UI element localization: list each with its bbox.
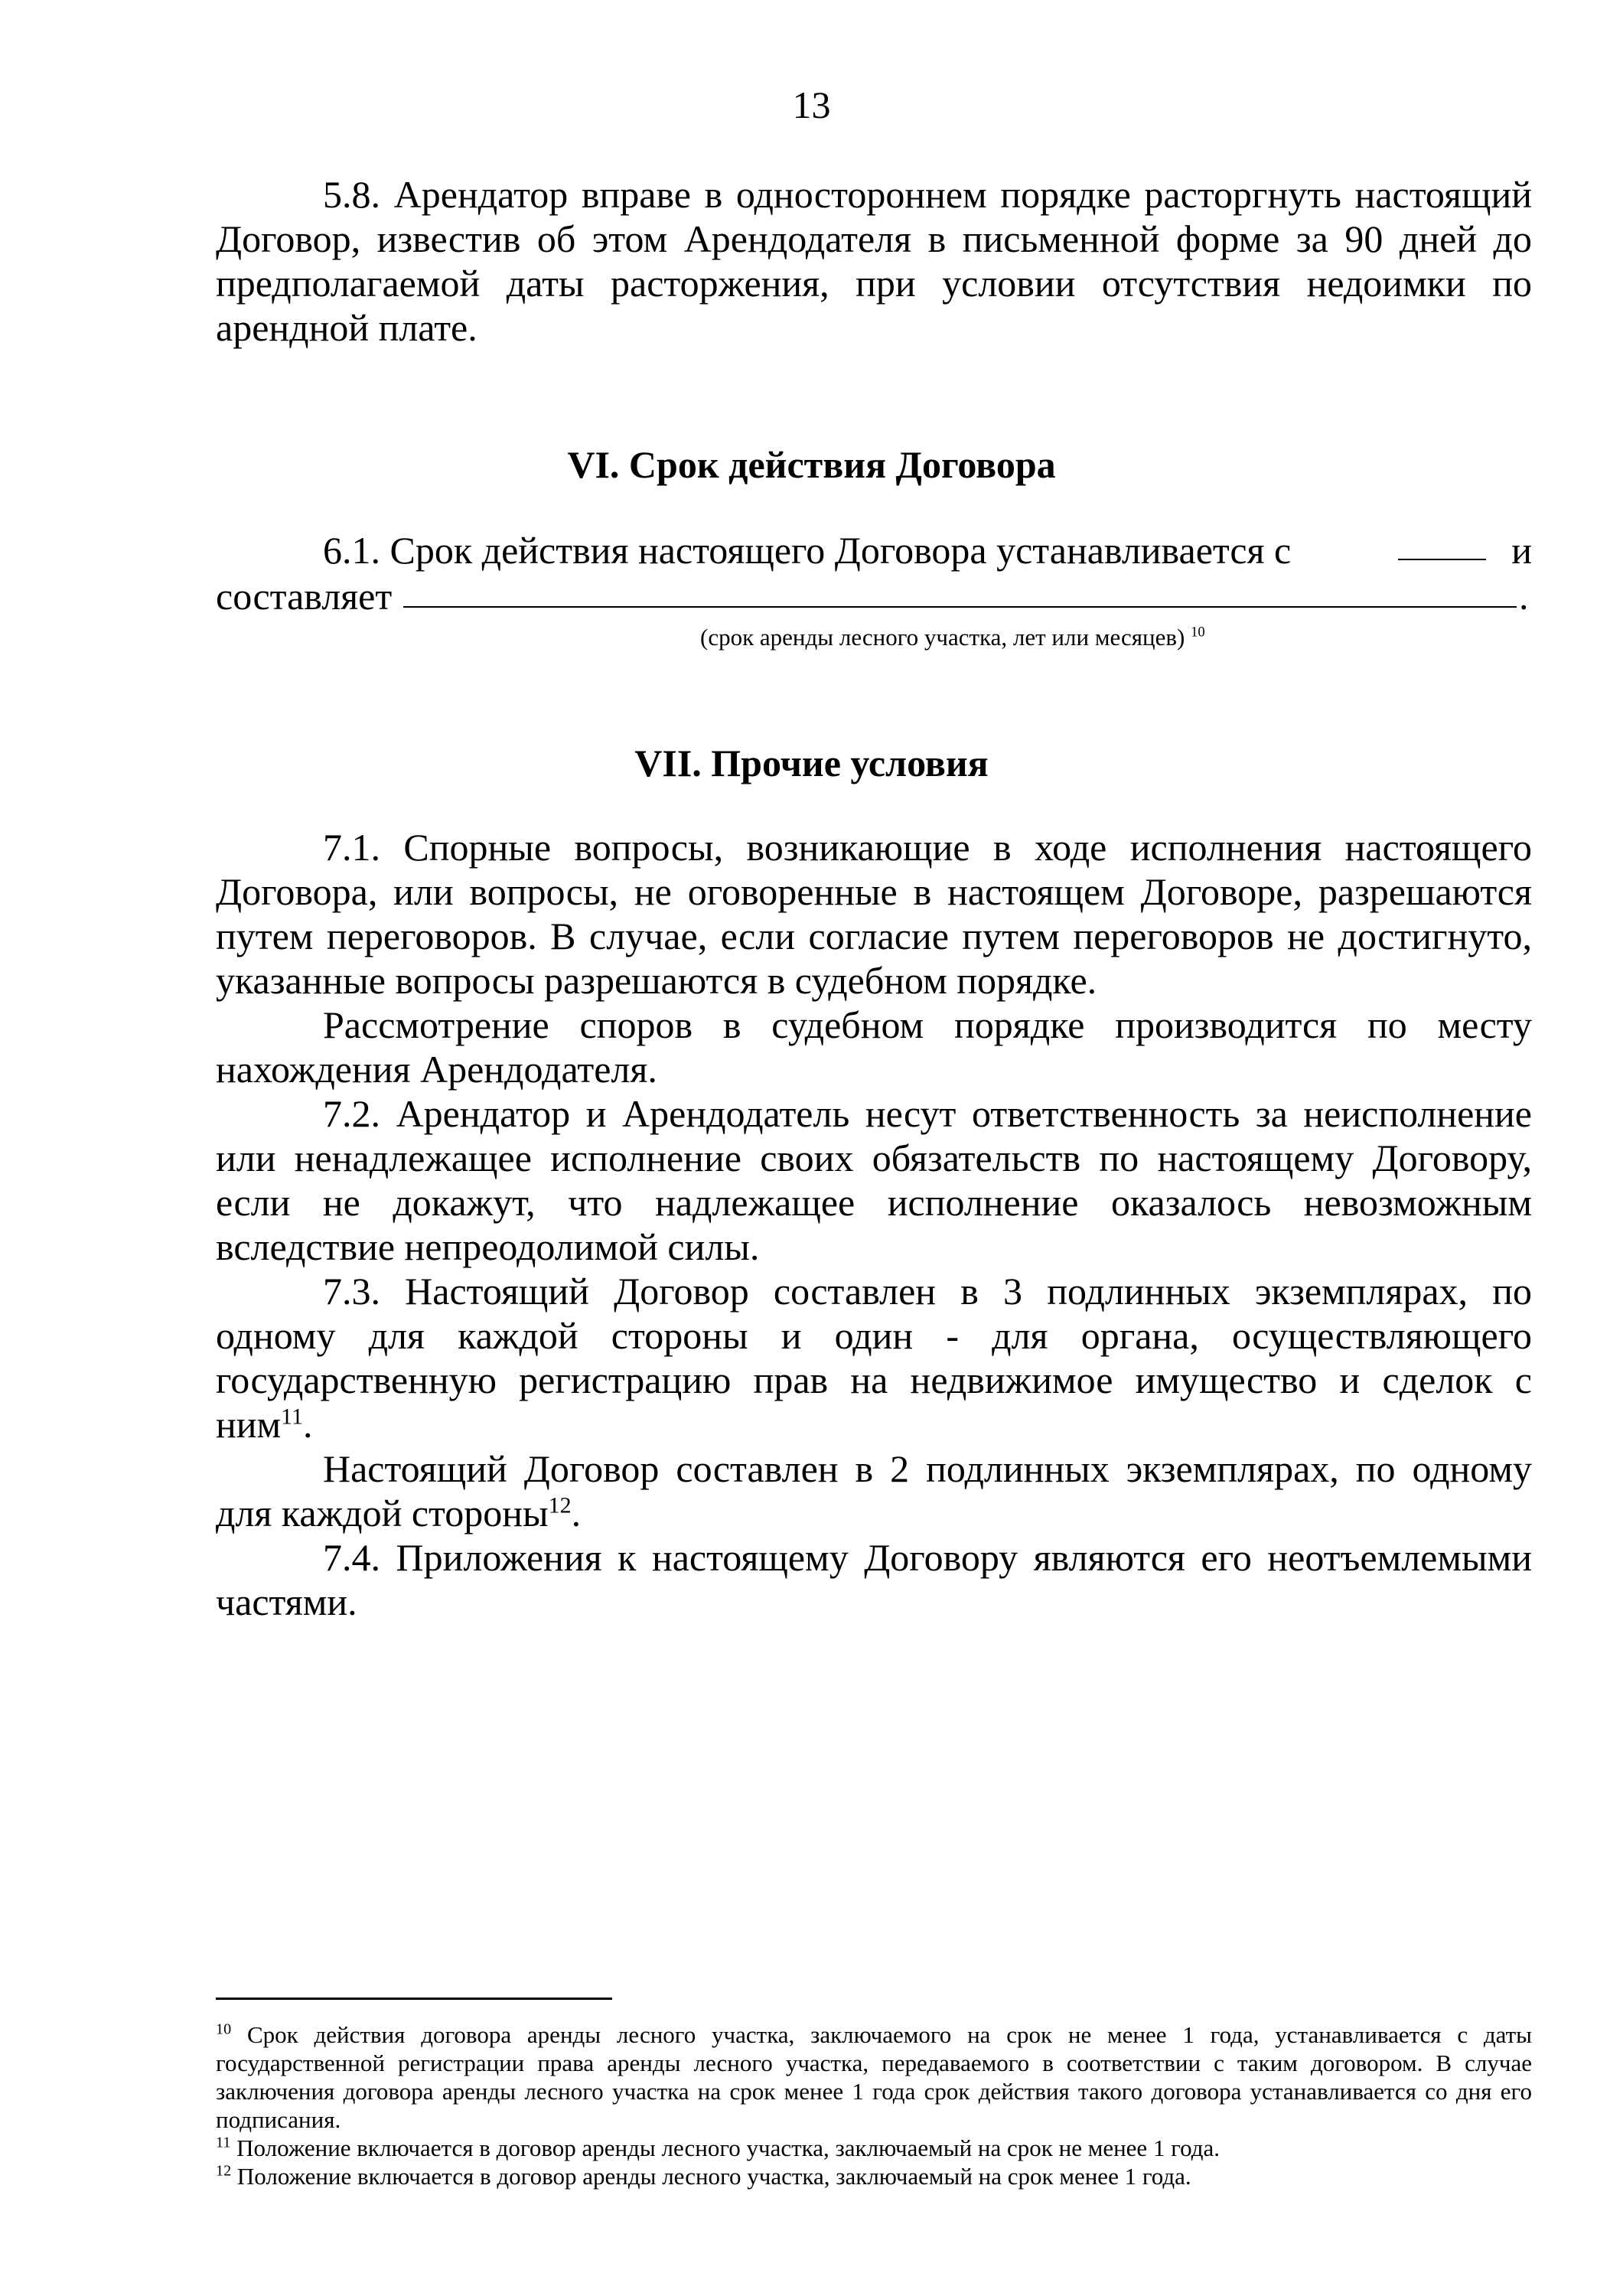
section-7-body [216,825,1532,1624]
footnote-11 [216,2134,1532,2162]
clause-6-1-line1 [216,528,1532,572]
clause-7-3-text [216,1269,1532,1446]
clause-6-1-line2 [216,574,1532,618]
clause-7-3-body: 7.3. Настоящий Договор составлен в 3 подлинных экземплярах, по одному для каждой стороны и один - для органа, осуществляющего государственную регистрацию прав на недвижимое имущество и сделок с ним [216,1270,1532,1446]
clause-7-1-disputes: Рассмотрение споров в судебном порядке производится по месту нахождения Арендодателя. [216,1003,1532,1091]
section-7-heading: VII. Прочие условия [634,742,989,784]
footnote-12-number: 12 [216,2162,232,2180]
clause-5-8 [216,172,1532,350]
term-blank [403,606,1517,608]
footnote-separator [216,1998,612,2000]
footnote-10 [216,2020,1532,2134]
clause-6-1-text: 6.1. Срок действия настоящего Договора устанавливается с [323,529,1292,572]
term-hint-text: (срок аренды лесного участка, лет или месяцев) [700,624,1185,651]
footnote-12-text: Положение включается в договор аренды лесного участка, заключаемый на срок менее 1 года. [236,2163,1191,2190]
start-date-blank [1398,559,1486,560]
clause-7-3-alt-period: . [571,1492,582,1534]
clause-7-3-alt-body: Настоящий Договор составлен в 2 подлинных экземплярах, по одному для каждой стороны [216,1447,1532,1534]
clause-7-4-text: 7.4. Приложения к настоящему Договору являются его неотъемлемыми частями. [216,1536,1532,1623]
footnote-10-number: 10 [216,2020,232,2038]
footnote-11-number: 11 [216,2134,231,2151]
clause-6-1-continuation: составляет [216,575,393,618]
footnote-12 [216,2162,1532,2190]
footnotes [216,2020,1532,2190]
page-number: 13 [792,83,831,126]
footnote-ref-12: 12 [548,1492,572,1518]
clause-7-3-period: . [303,1403,313,1446]
clause-7-1-text: 7.1. Спорные вопросы, возникающие в ходе исполнения настоящего Договора, или вопросы, не оговоренные в настоящем Договоре, разрешаются путем переговоров. В случае, если согласие путем переговоров не достигнуто, указанные вопросы разрешаются в судебном порядке. [216,826,1532,1002]
clause-6-1-period: . [1519,575,1529,618]
footnote-11-text: Положение включается в договор аренды лесного участка, заключаемый на срок не менее 1 года. [236,2135,1221,2161]
footnote-ref-10: 10 [1191,624,1205,641]
clause-7-3-alt-text [216,1446,1532,1535]
clause-6-1-conjunction: и [1511,529,1532,572]
section-6-heading: VI. Срок действия Договора [567,443,1056,486]
term-hint [700,624,1205,651]
footnote-ref-11: 11 [281,1404,304,1430]
clause-7-2-text: 7.2. Арендатор и Арендодатель несут ответственность за неисполнение или ненадлежащее исполнение своих обязательств по настоящему Договору, если не докажут, что надлежащее исполнение оказалось невозможным вследствие непреодолимой силы. [216,1092,1532,1268]
clause-5-8-text: 5.8. Арендатор вправе в одностороннем порядке расторгнуть настоящий Договор, известив об этом Арендодателя в письменной форме за 90 дней до предполагаемой даты расторжения, при условии отсутствия недоимки по арендной плате. [216,173,1532,349]
footnote-10-text: Срок действия договора аренды лесного участка, заключаемого на срок не менее 1 года, устанавливается с даты государственной регистрации права аренды лесного участка, передаваемого в соответствии с таким договором. В случае заключения договора аренды лесного участка на срок менее 1 года срок действия такого договора устанавливается со дня его подписания. [216,2021,1533,2133]
